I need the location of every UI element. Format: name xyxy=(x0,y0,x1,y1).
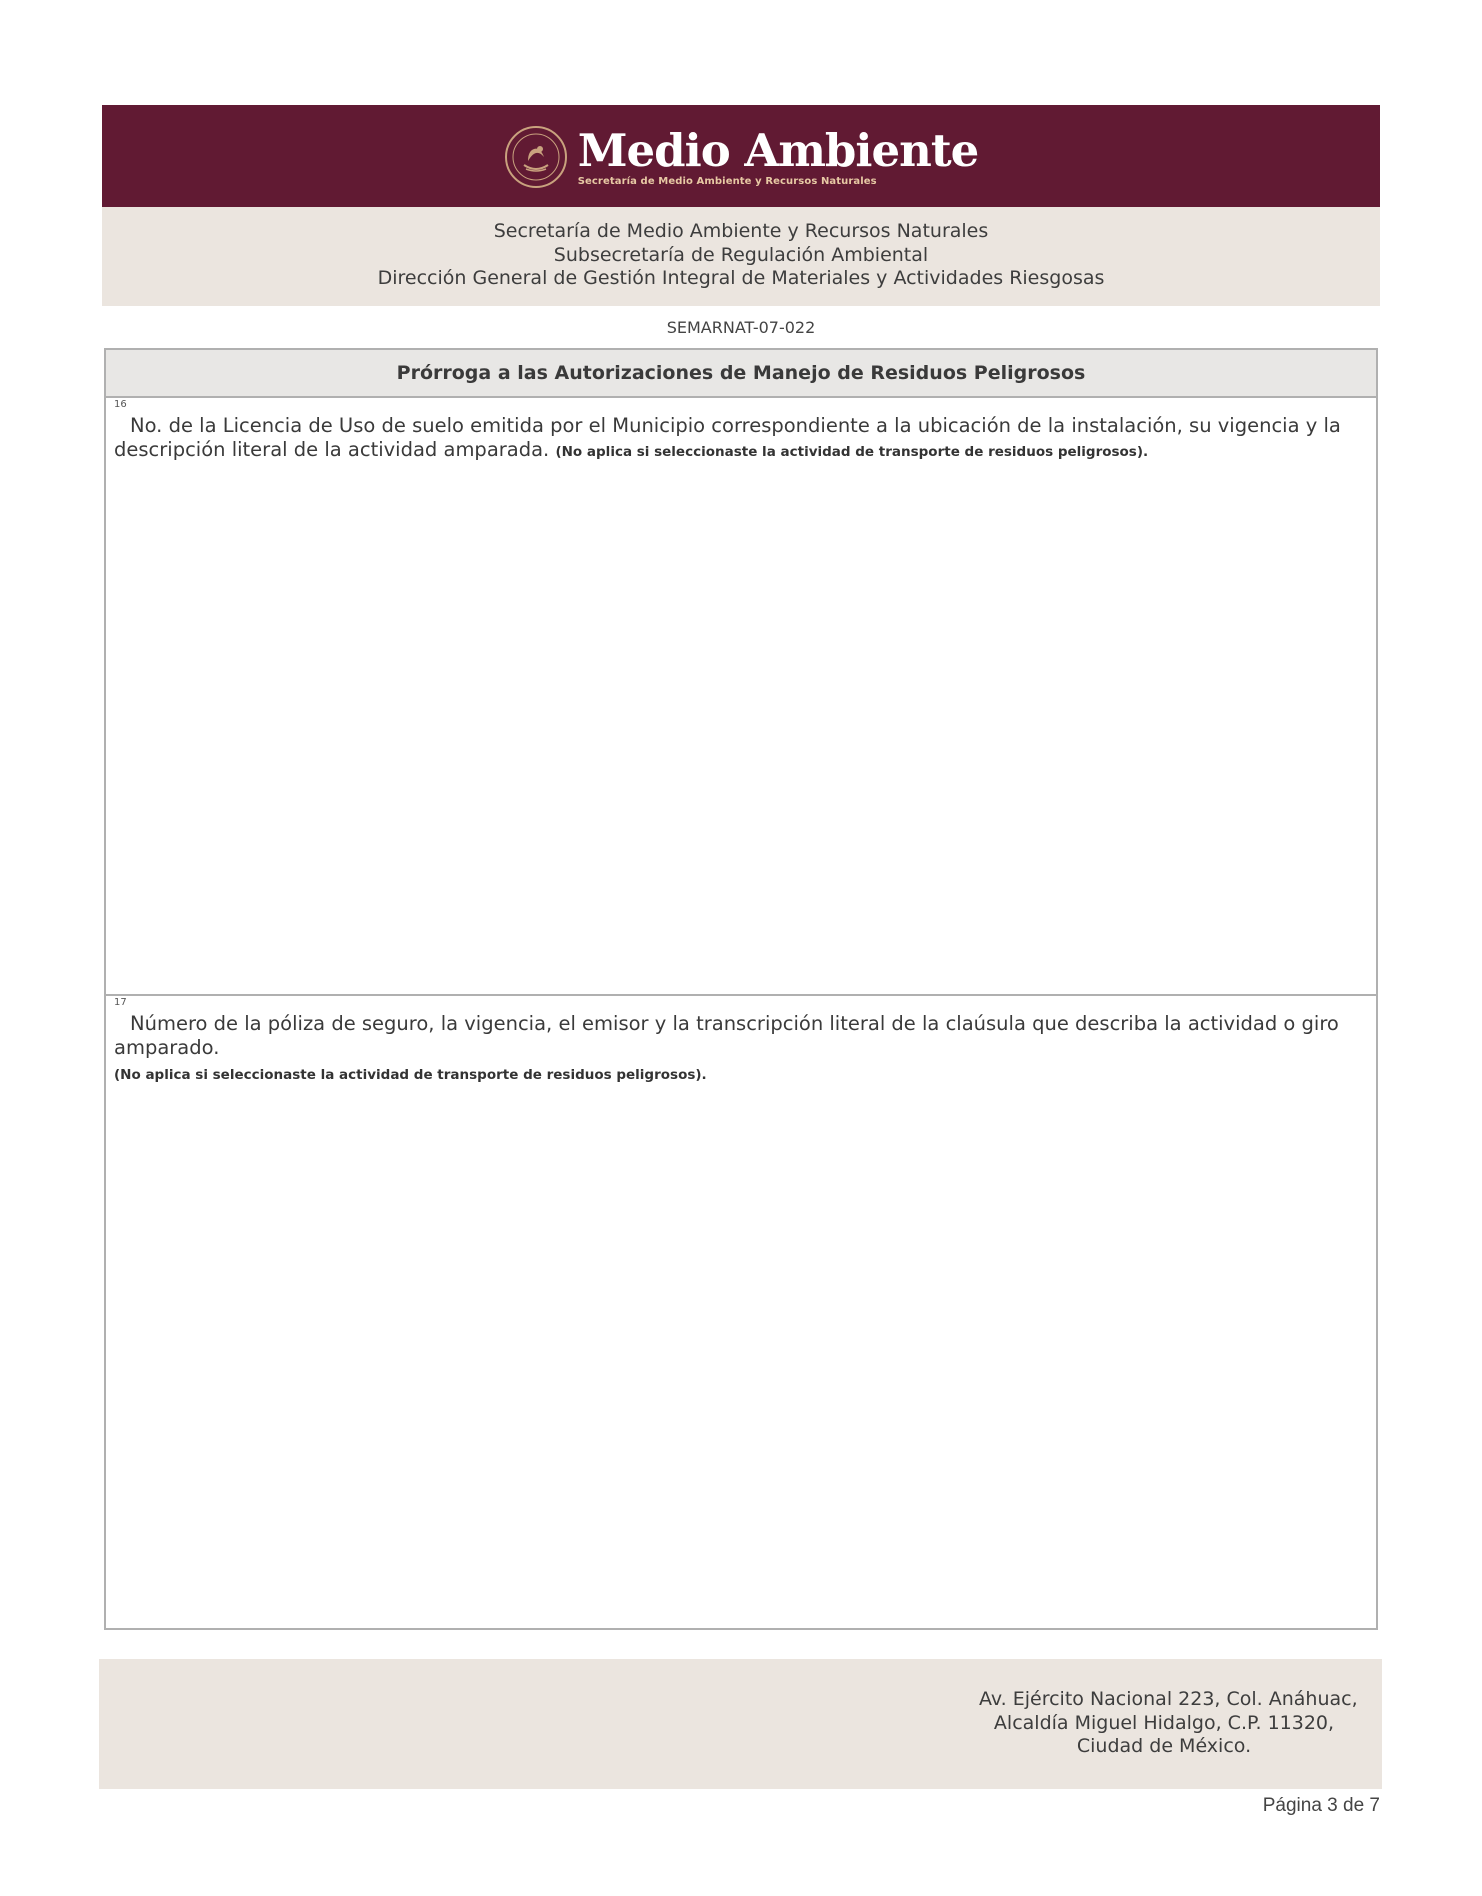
agency-header xyxy=(102,207,1380,306)
agency-line-2: Subsecretaría de Regulación Ambiental xyxy=(553,243,929,266)
agency-line-1: Secretaría de Medio Ambiente y Recursos Naturales xyxy=(493,220,989,242)
brand-logo xyxy=(504,125,979,189)
page-number: Página 3 de 7 xyxy=(1262,1795,1380,1816)
address-line-2: Alcaldía Miguel Hidalgo, C.P. 11320, xyxy=(993,1711,1335,1734)
question-17-label: Número de la póliza de seguro, la vigencia, el emisor y la transcripción literal de la claúsula que describa la actividad o giro amparado. xyxy=(114,1012,1339,1059)
brand-subtitle: Secretaría de Medio Ambiente y Recursos Naturales xyxy=(577,176,877,187)
address-line-3: Ciudad de México. xyxy=(1076,1735,1252,1757)
question-16-note: (No aplica si seleccionaste la actividad de transporte de residuos peligrosos). xyxy=(555,444,1149,460)
question-number: 16 xyxy=(114,399,127,410)
mexican-coat-of-arms-icon xyxy=(504,125,568,189)
question-text xyxy=(106,398,1376,464)
question-17-note: (No aplica si seleccionaste la actividad de transporte de residuos peligrosos). xyxy=(114,1067,707,1083)
question-17-field[interactable] xyxy=(106,996,1376,1087)
question-16-field[interactable] xyxy=(106,398,1376,996)
form-table xyxy=(104,348,1378,1630)
agency-line-3: Dirección General de Gestión Integral de Materiales y Actividades Riesgosas xyxy=(377,267,1105,289)
question-text xyxy=(106,996,1376,1087)
question-16-label: No. de la Licencia de Uso de suelo emitida por el Municipio correspondiente a la ubicación de la instalación, su vigencia y la descripción literal de la actividad amparada. xyxy=(114,414,1341,461)
footer xyxy=(99,1659,1382,1789)
header-banner xyxy=(102,105,1380,207)
address-line-1: Av. Ejército Nacional 223, Col. Anáhuac, xyxy=(979,1688,1358,1710)
form-title: Prórroga a las Autorizaciones de Manejo de Residuos Peligrosos xyxy=(106,350,1376,398)
address xyxy=(979,1688,1358,1759)
question-number: 17 xyxy=(114,997,127,1008)
brand-name: Medio Ambiente xyxy=(577,124,979,177)
form-code: SEMARNAT-07-022 xyxy=(666,318,816,337)
